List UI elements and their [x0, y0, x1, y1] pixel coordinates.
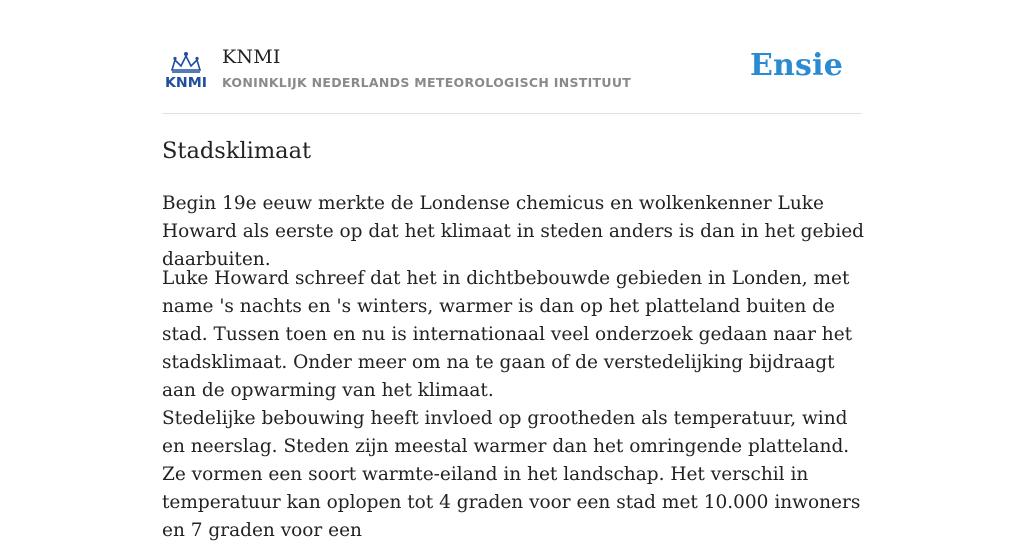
- site-header: [162, 0, 862, 114]
- org-name: KNMI: [222, 46, 281, 68]
- ensie-logo-link[interactable]: Ensie: [749, 48, 843, 83]
- knmi-logo-link[interactable]: [164, 50, 208, 90]
- article-title: Stadsklimaat: [162, 138, 312, 164]
- svg-text:KNMI: KNMI: [165, 76, 207, 91]
- article-paragraph: Begin 19e eeuw merkte de Londense chemicus en wolkenkenner Luke Howard als eerste op dat het klimaat in steden anders is dan in het gebied daarbuiten.: [162, 193, 865, 270]
- org-full-name: KONINKLIJK NEDERLANDS METEOROLOGISCH INSTITUUT: [222, 75, 632, 90]
- knmi-crown-logo-icon: [164, 50, 208, 90]
- article-paragraph: Luke Howard schreef dat het in dichtbebouwde gebieden in Londen, met name 's nachts en 's winters, warmer is dan op het platteland buiten de stad. Tussen toen en nu is internationaal veel onderzoek gedaan naar het stadsklimaat. Onder meer om na te gaan of de verstedelijking bijdraagt aan de opwarming van het klimaat.: [162, 268, 853, 401]
- article-paragraph: Stedelijke bebouwing heeft invloed op grootheden als temperatuur, wind en neerslag. Steden zijn meestal warmer dan het omringende platteland. Ze vormen een soort warmte-eiland in het landschap. Het verschil in temperatuur kan oplopen tot 4 graden voor een stad met 10.000 inwoners en 7 graden voor een: [162, 408, 861, 541]
- page: [162, 0, 865, 541]
